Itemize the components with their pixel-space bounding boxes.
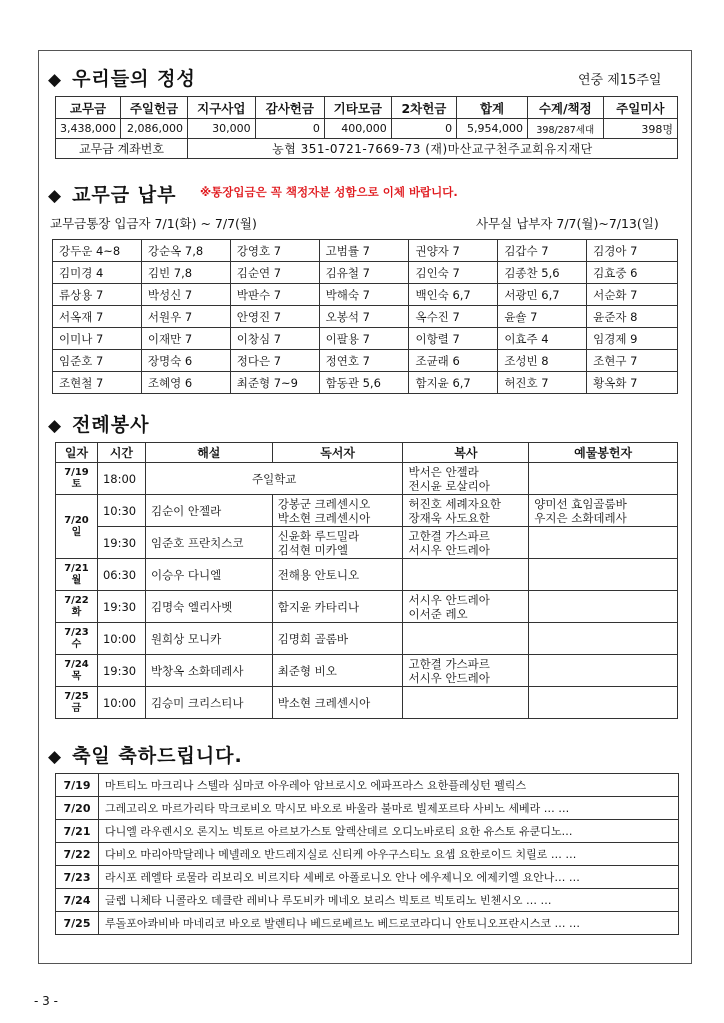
dues-cell: 함지윤 6,7: [409, 372, 498, 394]
feast-date: 7/24: [56, 889, 99, 912]
dues-cell: 황옥화 7: [587, 372, 678, 394]
liturgy-commentator: 김승미 크리스티나: [145, 687, 272, 719]
offering-value: 2,086,000: [120, 119, 187, 139]
liturgy-time: 19:30: [97, 527, 145, 559]
liturgy-table: [55, 442, 678, 719]
liturgy-reader: 최준형 비오: [272, 655, 403, 687]
dues-cell: 안영진 7: [230, 306, 319, 328]
dues-cell: 조현철 7: [53, 372, 142, 394]
dues-cell: 이항렬 7: [409, 328, 498, 350]
offering-table: [55, 96, 678, 159]
liturgy-server: 고한결 가스파르 서시우 안드레아: [403, 527, 529, 559]
feast-date: 7/23: [56, 866, 99, 889]
liturgy-offering: [529, 463, 678, 495]
dues-cell: 이재만 7: [141, 328, 230, 350]
liturgy-reader: 신윤화 루드밀라 김석현 미카엘: [272, 527, 403, 559]
dues-cell: 류상용 7: [53, 284, 142, 306]
feast-table: [55, 773, 679, 935]
liturgy-reader: 함지윤 카타리나: [272, 591, 403, 623]
liturgy-row: [56, 591, 678, 623]
offering-value-row: [56, 119, 678, 139]
liturgy-row: [56, 655, 678, 687]
offering-header: 기타모금: [324, 97, 391, 119]
liturgy-header: 복사: [403, 443, 529, 463]
liturgy-row: [56, 623, 678, 655]
liturgy-time: 10:30: [97, 495, 145, 527]
feast-row: [56, 866, 679, 889]
liturgy-offering: 양미선 효임골룸바 우지은 소화데레사: [529, 495, 678, 527]
feast-date: 7/22: [56, 843, 99, 866]
diamond-icon: ◆: [48, 186, 63, 206]
liturgy-reader: 김명희 골롬바: [272, 623, 403, 655]
dues-cell: 조성빈 8: [498, 350, 587, 372]
liturgy-row-sun-2: [56, 527, 678, 559]
liturgy-time: 10:00: [97, 623, 145, 655]
liturgy-reader: 박소현 크레센시아: [272, 687, 403, 719]
dues-table: [52, 239, 678, 394]
offering-value: 0: [255, 119, 324, 139]
liturgy-date: 7/21 월: [56, 559, 98, 591]
dues-cell: 이미나 7: [53, 328, 142, 350]
feast-date: 7/25: [56, 912, 99, 935]
feast-row: [56, 774, 679, 797]
offering-value: 0: [391, 119, 456, 139]
liturgy-date: 7/24 목: [56, 655, 98, 687]
liturgy-row: [56, 559, 678, 591]
dues-cell: 허진호 7: [498, 372, 587, 394]
dues-cell: 조현구 7: [587, 350, 678, 372]
liturgy-offering: [529, 687, 678, 719]
liturgy-server: [403, 623, 529, 655]
feast-date: 7/21: [56, 820, 99, 843]
diamond-icon: ◆: [48, 747, 63, 767]
offering-header: 주일헌금: [120, 97, 187, 119]
offering-header: 2차헌금: [391, 97, 456, 119]
dues-cell: 김갑수 7: [498, 240, 587, 262]
liturgy-offering: [529, 655, 678, 687]
offering-section-title: ◆ 우리들의 정성: [48, 68, 196, 90]
liturgy-offering: [529, 527, 678, 559]
dues-notice: ※통장입금은 꼭 책정자분 성함으로 이체 바랍니다.: [200, 185, 458, 199]
dues-row: [53, 372, 678, 394]
dues-cell: 김종찬 5,6: [498, 262, 587, 284]
offering-value: 400,000: [324, 119, 391, 139]
page-number: - 3 -: [34, 994, 58, 1008]
dues-cell: 윤숄 7: [498, 306, 587, 328]
dues-cell: 강영호 7: [230, 240, 319, 262]
liturgy-commentator: 박창옥 소화데레사: [145, 655, 272, 687]
liturgy-reader: 강봉군 크레센시오 박소현 크레센시아: [272, 495, 403, 527]
dues-cell: 오봉석 7: [319, 306, 409, 328]
liturgy-server: 박서은 안젤라 전시윤 로살리아: [403, 463, 529, 495]
bank-deposit-period: 교무금통장 입금자 7/1(화) ~ 7/7(월): [50, 216, 257, 231]
liturgy-server: [403, 559, 529, 591]
offering-header: 감사헌금: [255, 97, 324, 119]
feast-row: [56, 889, 679, 912]
dues-cell: 조균래 6: [409, 350, 498, 372]
liturgy-row: [56, 687, 678, 719]
liturgy-merged-cell: 주일학교: [145, 463, 403, 495]
liturgy-header-row: [56, 443, 678, 463]
liturgy-commentator: 임준호 프란치스코: [145, 527, 272, 559]
liturgy-date: 7/22 화: [56, 591, 98, 623]
diamond-icon: ◆: [48, 70, 63, 90]
liturgy-commentator: 이승우 다니엘: [145, 559, 272, 591]
dues-row: [53, 262, 678, 284]
offering-value: 5,954,000: [457, 119, 528, 139]
offering-header: 수계/책정: [527, 97, 603, 119]
dues-cell: 권양자 7: [409, 240, 498, 262]
dues-cell: 서순화 7: [587, 284, 678, 306]
dues-cell: 이팔용 7: [319, 328, 409, 350]
account-number: 농협 351-0721-7669-73 (재)마산교구천주교회유지재단: [187, 139, 677, 159]
offering-value: 3,438,000: [56, 119, 121, 139]
liturgical-week: 연중 제15주일: [578, 73, 662, 88]
liturgy-offering: [529, 623, 678, 655]
liturgy-time: 19:30: [97, 655, 145, 687]
account-row: [56, 139, 678, 159]
feast-row: [56, 912, 679, 935]
dues-row: [53, 350, 678, 372]
dues-cell: 박판수 7: [230, 284, 319, 306]
dues-cell: 서원우 7: [141, 306, 230, 328]
feast-names: 라시포 레엘타 로물라 리보리오 비르지타 세베로 아폴로니오 안나 에우제니오 에제키엘 요안나… …: [99, 866, 679, 889]
feast-date: 7/20: [56, 797, 99, 820]
liturgy-row-sat: [56, 463, 678, 495]
dues-cell: 윤준자 8: [587, 306, 678, 328]
dues-row: [53, 328, 678, 350]
offering-header: 주일미사: [603, 97, 677, 119]
liturgy-server: [403, 687, 529, 719]
dues-cell: 이효주 4: [498, 328, 587, 350]
feast-names: 다비오 마리아막달레나 메넬레오 반드레지실로 신티케 아우구스티노 요셉 요한로이드 치릴로 … …: [99, 843, 679, 866]
liturgy-header: 해설: [145, 443, 272, 463]
dues-cell: 정다은 7: [230, 350, 319, 372]
liturgy-date: 7/19 토: [56, 463, 98, 495]
dues-cell: 김경아 7: [587, 240, 678, 262]
dues-cell: 김효중 6: [587, 262, 678, 284]
liturgy-server: 서시우 안드레아 이서준 레오: [403, 591, 529, 623]
feast-names: 루돌포아콰비바 마네리코 바오로 발렌티나 베드로베르노 베드로코라디니 안토니오프란시스코 … …: [99, 912, 679, 935]
feast-section-title: ◆ 축일 축하드립니다.: [48, 745, 243, 767]
feast-row: [56, 820, 679, 843]
liturgy-time: 19:30: [97, 591, 145, 623]
liturgy-time: 18:00: [97, 463, 145, 495]
offering-header: 합계: [457, 97, 528, 119]
dues-cell: 박해숙 7: [319, 284, 409, 306]
dues-cell: 강순옥 7,8: [141, 240, 230, 262]
liturgy-offering: [529, 591, 678, 623]
dues-cell: 최준형 7~9: [230, 372, 319, 394]
liturgy-header: 일자: [56, 443, 98, 463]
liturgy-commentator: 김명숙 엘리사벳: [145, 591, 272, 623]
dues-cell: 장명숙 6: [141, 350, 230, 372]
liturgy-section-title: ◆ 전례봉사: [48, 414, 150, 436]
account-label: 교무금 계좌번호: [56, 139, 188, 159]
dues-cell: 함동관 5,6: [319, 372, 409, 394]
feast-names: 마트티노 마크리나 스텔라 심마코 아우레아 암브로시오 에파프라스 요한플레싱턴 펠릭스: [99, 774, 679, 797]
feast-date: 7/19: [56, 774, 99, 797]
dues-cell: 임준호 7: [53, 350, 142, 372]
dues-cell: 김미경 4: [53, 262, 142, 284]
dues-cell: 김인숙 7: [409, 262, 498, 284]
liturgy-commentator: 원희상 모니카: [145, 623, 272, 655]
liturgy-date: 7/25 금: [56, 687, 98, 719]
dues-cell: 서광민 6,7: [498, 284, 587, 306]
dues-cell: 조혜영 6: [141, 372, 230, 394]
dues-cell: 강두운 4~8: [53, 240, 142, 262]
dues-cell: 옥수진 7: [409, 306, 498, 328]
dues-cell: 김유철 7: [319, 262, 409, 284]
feast-names: 그레고리오 마르가리타 막크로비오 막시모 바오로 바울라 불마로 빌제포르타 사비노 세베라 … …: [99, 797, 679, 820]
liturgy-commentator: 김순이 안젤라: [145, 495, 272, 527]
feast-names: 다니엘 라우렌시오 론지노 빅토르 아르보가스토 알렉산데르 오디노바로티 요한 유스토 유쿤디노…: [99, 820, 679, 843]
dues-section-title: ◆ 교무금 납부: [48, 184, 177, 206]
diamond-icon: ◆: [48, 416, 63, 436]
feast-names: 글렙 니체타 니콜라오 데클란 레비나 루도비카 메네오 보리스 빅토르 빅토리노 빈첸시오 … …: [99, 889, 679, 912]
liturgy-time: 06:30: [97, 559, 145, 591]
dues-cell: 고범률 7: [319, 240, 409, 262]
liturgy-server: 허진호 세례자요한 장재욱 사도요한: [403, 495, 529, 527]
dues-row: [53, 284, 678, 306]
dues-cell: 백인숙 6,7: [409, 284, 498, 306]
offering-value: 30,000: [187, 119, 255, 139]
liturgy-date: 7/20 일: [56, 495, 98, 559]
dues-row: [53, 240, 678, 262]
dues-cell: 김빈 7,8: [141, 262, 230, 284]
dues-cell: 박성신 7: [141, 284, 230, 306]
feast-row: [56, 843, 679, 866]
offering-value: 398/287세대: [527, 119, 603, 139]
offering-header-row: [56, 97, 678, 119]
liturgy-reader: 전해용 안토니오: [272, 559, 403, 591]
offering-header: 교무금: [56, 97, 121, 119]
liturgy-time: 10:00: [97, 687, 145, 719]
liturgy-header: 예물봉헌자: [529, 443, 678, 463]
office-payment-period: 사무실 납부자 7/7(월)~7/13(일): [476, 216, 659, 231]
liturgy-header: 독서자: [272, 443, 403, 463]
dues-cell: 정연호 7: [319, 350, 409, 372]
offering-value: 398명: [603, 119, 677, 139]
liturgy-server: 고한결 가스파르 서시우 안드레아: [403, 655, 529, 687]
offering-header: 지구사업: [187, 97, 255, 119]
liturgy-date: 7/23 수: [56, 623, 98, 655]
dues-cell: 이창심 7: [230, 328, 319, 350]
dues-cell: 임경제 9: [587, 328, 678, 350]
liturgy-row-sun-1: [56, 495, 678, 527]
dues-cell: 김순연 7: [230, 262, 319, 284]
liturgy-offering: [529, 559, 678, 591]
feast-row: [56, 797, 679, 820]
dues-cell: 서옥재 7: [53, 306, 142, 328]
liturgy-header: 시간: [97, 443, 145, 463]
dues-row: [53, 306, 678, 328]
